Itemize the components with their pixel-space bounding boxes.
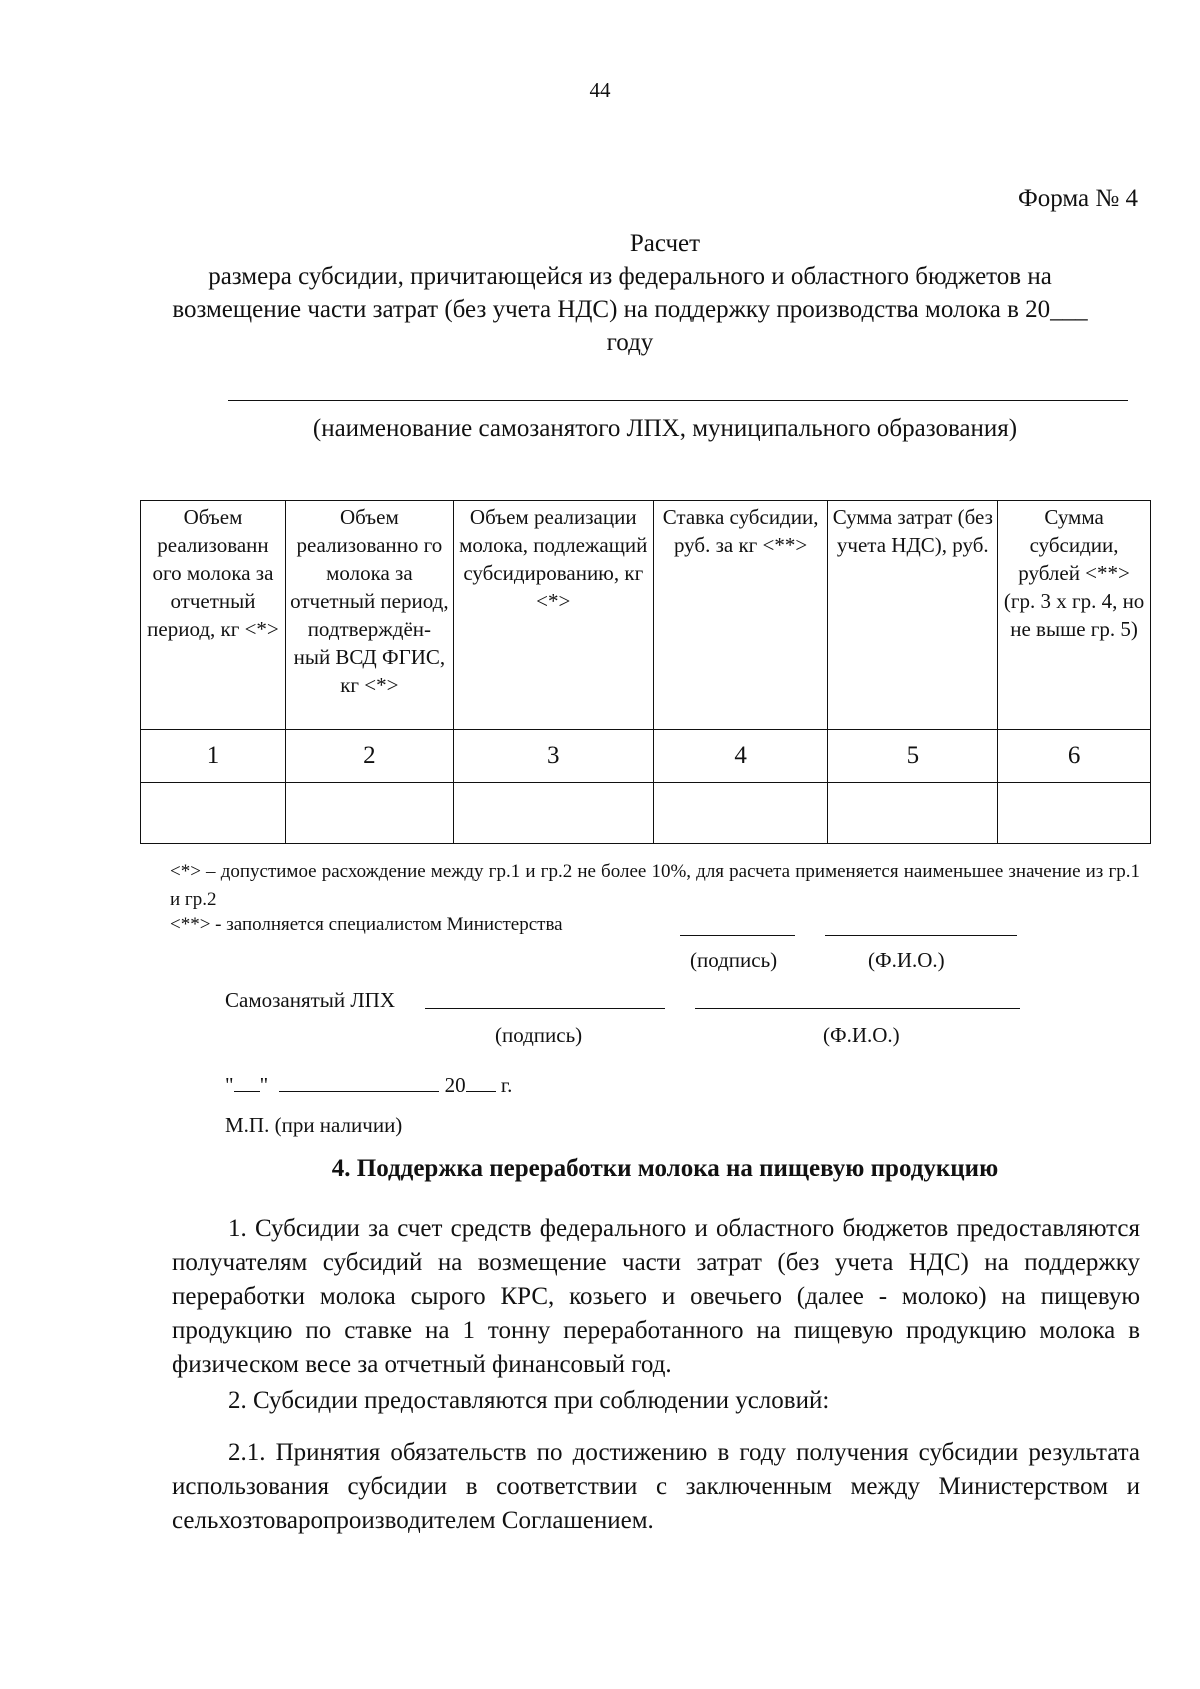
year-suffix: г.	[500, 1073, 513, 1097]
table-number-row	[141, 730, 1151, 783]
header-cell-1: Объем реализованн ого молока за отчетный период, кг <*>	[141, 501, 286, 730]
paragraph-2: 2. Субсидии предоставляются при соблюдении условий:	[228, 1387, 830, 1414]
self-employed-label: Самозанятый ЛПХ	[225, 988, 395, 1012]
paragraph-1: 1. Субсидии за счет средств федерального и областного бюджетов предоставляются получателям субсидий на возмещение части затрат (без учета НДС) на поддержку переработки молока сырого КРС, козьего и овечьего (далее - молоко) на пищевую продукцию по ставке на 1 тонну переработанного на пищевую продукцию молока в физическом весе за отчетный финансовый год.	[172, 1215, 1140, 1378]
section-heading: 4. Поддержка переработки молока на пищевую продукцию	[331, 1155, 999, 1182]
ministry-signature-label: (подпись)	[690, 948, 778, 972]
table-data-row	[141, 783, 1151, 844]
date-quote-open: "	[225, 1073, 234, 1097]
year-prefix: 20	[444, 1073, 466, 1097]
column-number: 5	[828, 730, 998, 783]
footnote-2: <**> - заполняется специалистом Министерства	[170, 914, 563, 935]
year-blank	[466, 1091, 496, 1092]
ministry-fio-label: (Ф.И.О.)	[868, 948, 945, 972]
data-cell	[453, 783, 653, 844]
form-number: Форма № 4	[1018, 185, 1138, 212]
paragraph-2-1: 2.1. Принятия обязательств по достижению в году получения субсидии результата использования субсидии в соответствии с заключенным между Министерством и сельхозтоваропроизводителем Соглашением.	[172, 1439, 1140, 1534]
column-number: 6	[998, 730, 1151, 783]
data-cell	[998, 783, 1151, 844]
header-cell-4: Ставка субсидии, руб. за кг <**>	[653, 501, 828, 730]
month-blank	[279, 1091, 439, 1092]
form-subtitle: размера субсидии, причитающейся из федерального и областного бюджетов на возмещение части затрат (без учета НДС) на поддержку производства молока в 20___ году	[172, 263, 1088, 356]
column-number: 4	[653, 730, 828, 783]
column-number: 3	[453, 730, 653, 783]
date-line	[225, 1073, 512, 1098]
data-cell	[653, 783, 828, 844]
header-cell-6: Сумма субсидии, рублей <**> (гр. 3 х гр. 4, но не выше гр. 5)	[998, 501, 1151, 730]
date-quote-close: "	[259, 1073, 269, 1097]
header-cell-2: Объем реализованно го молока за отчетный период, подтверждён-ный ВСД ФГИС, кг <*>	[285, 501, 453, 730]
name-caption: (наименование самозанятого ЛПХ, муниципального образования)	[312, 415, 1018, 442]
self-employed-fio-label: (Ф.И.О.)	[823, 1023, 900, 1047]
table-header-row	[141, 501, 1151, 730]
header-cell-5: Сумма затрат (без учета НДС), руб.	[828, 501, 998, 730]
data-cell	[285, 783, 453, 844]
stamp-note: М.П. (при наличии)	[225, 1113, 403, 1137]
ministry-fio-line	[825, 935, 1017, 936]
day-blank	[234, 1091, 260, 1092]
data-cell	[828, 783, 998, 844]
column-number: 2	[285, 730, 453, 783]
self-employed-fio-line	[695, 1008, 1020, 1009]
footnote-1: <*> – допустимое расхождение между гр.1 и гр.2 не более 10%, для расчета применяется наименьшее значение из гр.1 и гр.2	[170, 861, 1140, 910]
page-number: 44	[589, 78, 611, 102]
data-cell	[141, 783, 286, 844]
form-title: Расчет	[629, 230, 701, 257]
self-employed-signature-label: (подпись)	[495, 1023, 583, 1047]
calculation-table	[140, 500, 1151, 844]
ministry-signature-line	[680, 935, 795, 936]
column-number: 1	[141, 730, 286, 783]
header-cell-3: Объем реализации молока, подлежащий субсидированию, кг <*>	[453, 501, 653, 730]
name-underline	[228, 400, 1128, 401]
self-employed-signature-line	[425, 1008, 665, 1009]
